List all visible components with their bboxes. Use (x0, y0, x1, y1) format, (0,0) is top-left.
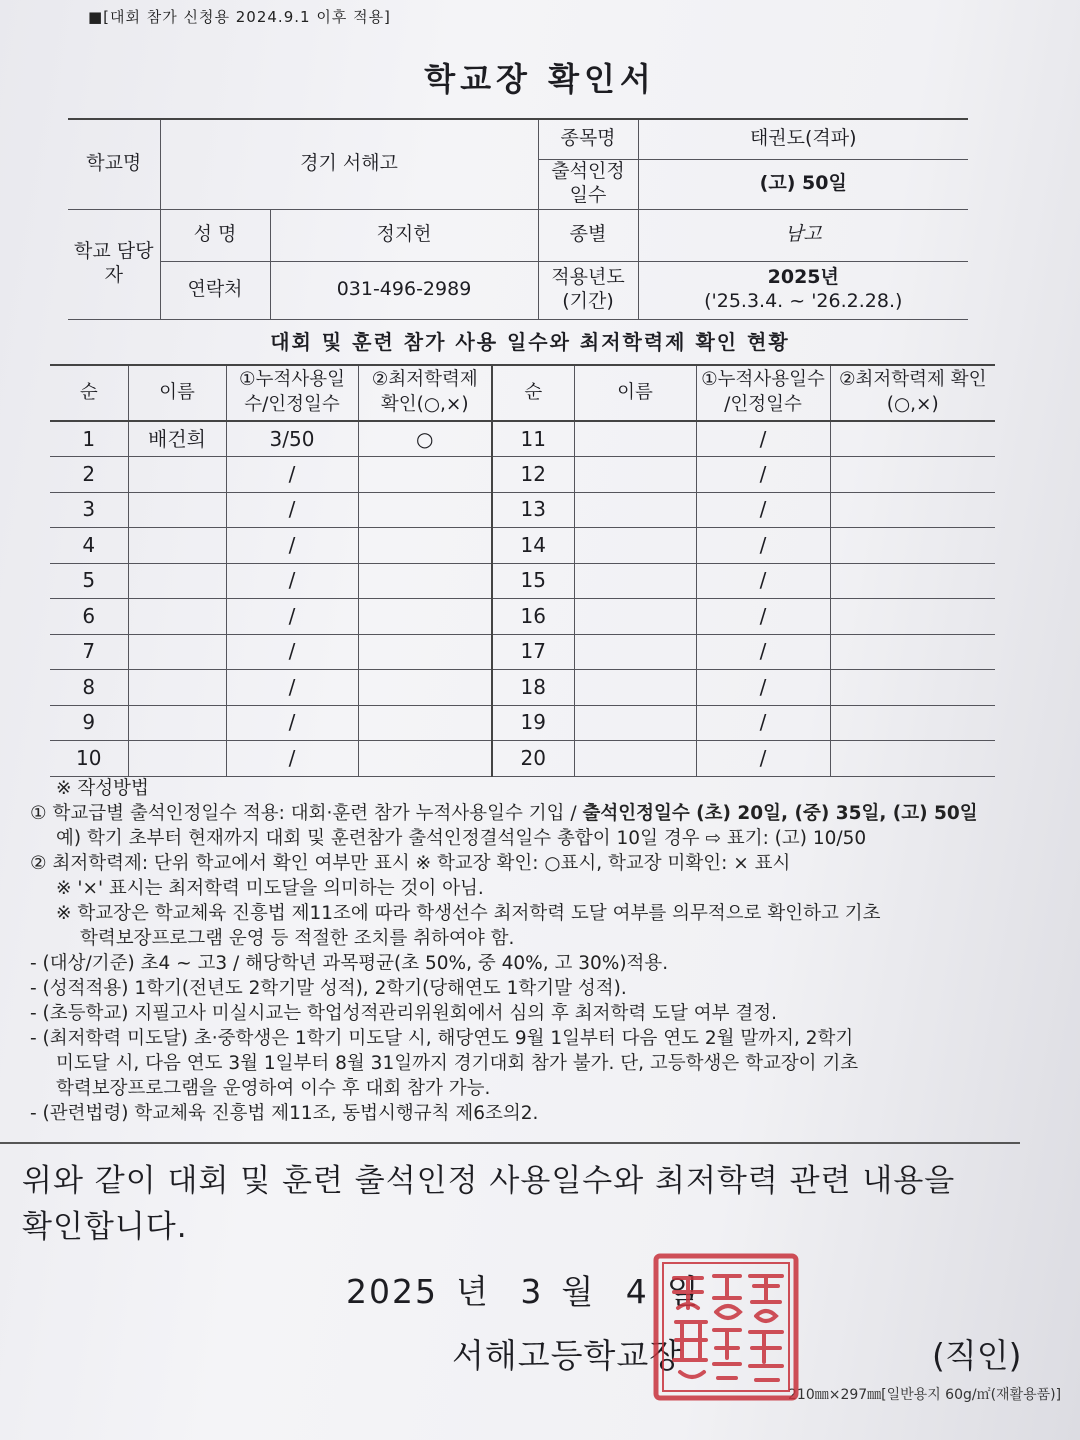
row-check (358, 634, 492, 670)
row-number-2: 14 (492, 528, 574, 564)
row-number: 5 (50, 563, 128, 599)
row-check (358, 457, 492, 493)
note-3: ※ '×' 표시는 최저학력 미도달을 의미하는 것이 아님. (56, 878, 484, 899)
row-name-2 (574, 421, 696, 457)
contact-label: 연락처 (160, 261, 270, 319)
date-year-unit: 년 (455, 1272, 490, 1311)
row-number-2: 16 (492, 599, 574, 635)
row-name-2 (574, 492, 696, 528)
table-row (50, 705, 995, 741)
row-number: 8 (50, 670, 128, 706)
row-days: / (226, 741, 358, 777)
confirmation-line-2: 확인합니다. (22, 1209, 188, 1245)
category-label: 종별 (538, 209, 638, 261)
name-value: 정지헌 (270, 209, 538, 261)
table-row (50, 563, 995, 599)
note-2: ② 최저학력제: 단위 학교에서 확인 여부만 표시 ※ 학교장 확인: ○표시, 학교장 미확인: × 표시 (30, 853, 791, 874)
row-days: / (226, 528, 358, 564)
row-days: / (226, 563, 358, 599)
row-number: 9 (50, 705, 128, 741)
date-day: 4 (625, 1272, 649, 1311)
row-check-2 (830, 492, 995, 528)
name-label: 성 명 (160, 209, 270, 261)
row-name (128, 705, 226, 741)
row-days: / (226, 599, 358, 635)
date-month: 3 (520, 1272, 544, 1311)
header-check-2: ②최저학력제 확인(○,×) (830, 365, 995, 421)
row-name-2 (574, 670, 696, 706)
note-1-text: ① 학교급별 출석인정일수 적용: 대회·훈련 참가 누적사용일수 기입 / (30, 803, 583, 824)
note-4: ※ 학교장은 학교체육 진흥법 제11조에 따라 학생선수 최저학력 도달 여부를 의무적으로 확인하고 기초 (56, 903, 881, 924)
row-days: 3/50 (226, 421, 358, 457)
row-days: / (226, 634, 358, 670)
row-number: 4 (50, 528, 128, 564)
year-value: 2025년 (767, 266, 839, 289)
row-check-2 (830, 528, 995, 564)
detail-3: - (초등학교) 지필고사 미실시교는 학업성적관리위원회에서 심의 후 최저학력 도달 여부 결정. (30, 1003, 778, 1024)
info-table (68, 118, 968, 320)
row-check (358, 670, 492, 706)
row-name (128, 563, 226, 599)
table-row (50, 599, 995, 635)
row-check-2 (830, 705, 995, 741)
row-name-2 (574, 563, 696, 599)
status-table (50, 364, 995, 777)
row-check-2 (830, 741, 995, 777)
table-row (50, 741, 995, 777)
seal-glyph-strokes (674, 1276, 782, 1380)
note-4-cont: 학력보장프로그램 운영 등 적절한 조치를 취하여야 함. (80, 928, 515, 949)
attendance-label: 출석인정 일수 (538, 159, 638, 209)
row-check-2 (830, 634, 995, 670)
detail-2: - (성적적용) 1학기(전년도 2학기말 성적), 2학기(당해연도 1학기말 성적). (30, 978, 627, 999)
row-name: 배건희 (128, 421, 226, 457)
row-number: 1 (50, 421, 128, 457)
row-check (358, 741, 492, 777)
row-name (128, 634, 226, 670)
row-number-2: 20 (492, 741, 574, 777)
row-number: 2 (50, 457, 128, 493)
row-days-2: / (696, 670, 830, 706)
row-number: 7 (50, 634, 128, 670)
row-name-2 (574, 741, 696, 777)
row-name (128, 492, 226, 528)
row-days: / (226, 457, 358, 493)
school-label: 학교명 (68, 119, 160, 209)
row-days-2: / (696, 705, 830, 741)
row-number: 10 (50, 741, 128, 777)
row-number: 3 (50, 492, 128, 528)
header-days: ①누적사용일 수/인정일수 (226, 365, 358, 421)
table-row (50, 670, 995, 706)
row-name-2 (574, 457, 696, 493)
confirmation-line-1: 위와 같이 대회 및 훈련 출석인정 사용일수와 최저학력 관련 내용을 (22, 1163, 956, 1199)
table-row (50, 634, 995, 670)
status-subtitle: 대회 및 훈련 참가 사용 일수와 최저학력제 확인 현황 (270, 330, 790, 354)
row-check (358, 492, 492, 528)
row-check-2 (830, 421, 995, 457)
row-name (128, 670, 226, 706)
row-check-2 (830, 599, 995, 635)
detail-4: - (최저학력 미도달) 초·중학생은 1학기 미도달 시, 해당연도 9월 1일부터 다음 연도 2월 말까지, 2학기 (30, 1028, 854, 1049)
row-check-2 (830, 670, 995, 706)
row-name-2 (574, 634, 696, 670)
row-days-2: / (696, 492, 830, 528)
table-row (50, 421, 995, 457)
table-row (50, 457, 995, 493)
period-value: ('25.3.4. ~ '26.2.28.) (704, 290, 903, 312)
detail-4-cont: 미도달 시, 다음 연도 3월 1일부터 8월 31일까지 경기대회 참가 불가. 단, 고등학생은 학교장이 기초 (56, 1053, 859, 1074)
row-days: / (226, 492, 358, 528)
row-days: / (226, 670, 358, 706)
row-check-2 (830, 457, 995, 493)
confirmation-statement (22, 1158, 1022, 1250)
header-days-2: ①누적사용일수 /인정일수 (696, 365, 830, 421)
year-label: 적용년도 (기간) (538, 261, 638, 319)
row-check (358, 563, 492, 599)
sport-value: 태권도(격파) (638, 119, 968, 159)
detail-5: - (관련법령) 학교체육 진흥법 제11조, 동법시행규칙 제6조의2. (30, 1103, 539, 1124)
manager-label: 학교 담당자 (68, 209, 160, 319)
header-no: 순 (50, 365, 128, 421)
category-value: 남고 (638, 209, 968, 261)
header-name: 이름 (128, 365, 226, 421)
row-number-2: 12 (492, 457, 574, 493)
row-check: ○ (358, 421, 492, 457)
row-days-2: / (696, 421, 830, 457)
row-name (128, 741, 226, 777)
school-value: 경기 서해고 (160, 119, 538, 209)
row-name (128, 599, 226, 635)
sport-label: 종목명 (538, 119, 638, 159)
date-year: 2025 (346, 1272, 438, 1311)
row-days-2: / (696, 599, 830, 635)
row-name-2 (574, 705, 696, 741)
row-check-2 (830, 563, 995, 599)
row-name (128, 457, 226, 493)
row-days-2: / (696, 634, 830, 670)
row-name-2 (574, 599, 696, 635)
divider (0, 1142, 1020, 1144)
detail-4-cont-2: 학력보장프로그램을 운영하여 이수 후 대회 참가 가능. (56, 1078, 491, 1099)
note-1-bold: 출석인정일수 (초) 20일, (중) 35일, (고) 50일 (582, 803, 978, 824)
row-days-2: / (696, 457, 830, 493)
year-cell (638, 261, 968, 319)
attendance-value: (고) 50일 (638, 159, 968, 209)
row-number-2: 13 (492, 492, 574, 528)
row-number-2: 15 (492, 563, 574, 599)
row-days-2: / (696, 528, 830, 564)
row-days: / (226, 705, 358, 741)
header-check: ②최저학력제 확인(○,×) (358, 365, 492, 421)
seal-label: (직인) (932, 1336, 1022, 1375)
date-day-unit: 일 (666, 1272, 701, 1311)
row-name (128, 528, 226, 564)
note-1 (30, 801, 1020, 826)
form-code: ■[대회 참가 신청용 2024.9.1 이후 적용] (88, 8, 391, 26)
writing-instructions (30, 776, 1020, 1126)
header-no-2: 순 (492, 365, 574, 421)
table-row (50, 528, 995, 564)
row-days-2: / (696, 741, 830, 777)
row-check (358, 528, 492, 564)
principal-title: 서해고등학교장 (452, 1336, 683, 1375)
detail-1: - (대상/기준) 초4 ~ 고3 / 해당학년 과목평균(초 50%, 중 40%, 고 30%)적용. (30, 953, 669, 974)
header-name-2: 이름 (574, 365, 696, 421)
row-name-2 (574, 528, 696, 564)
row-number-2: 17 (492, 634, 574, 670)
row-days-2: / (696, 563, 830, 599)
paper-spec: 210㎜×297㎜[일반용지 60g/㎡(재활용품)] (788, 1387, 1062, 1403)
contact-value: 031-496-2989 (270, 261, 538, 319)
date-month-unit: 월 (561, 1272, 596, 1311)
table-row (50, 492, 995, 528)
row-number: 6 (50, 599, 128, 635)
official-seal-stamp (652, 1252, 800, 1402)
row-check (358, 599, 492, 635)
row-number-2: 18 (492, 670, 574, 706)
document-title: 학교장 확인서 (424, 60, 656, 98)
row-check (358, 705, 492, 741)
row-number-2: 19 (492, 705, 574, 741)
row-number-2: 11 (492, 421, 574, 457)
note-1-example: 예) 학기 초부터 현재까지 대회 및 훈련참가 출석인정결석일수 총합이 10일 경우 ⇨ 표기: (고) 10/50 (56, 828, 867, 849)
notes-heading: ※ 작성방법 (56, 778, 149, 799)
